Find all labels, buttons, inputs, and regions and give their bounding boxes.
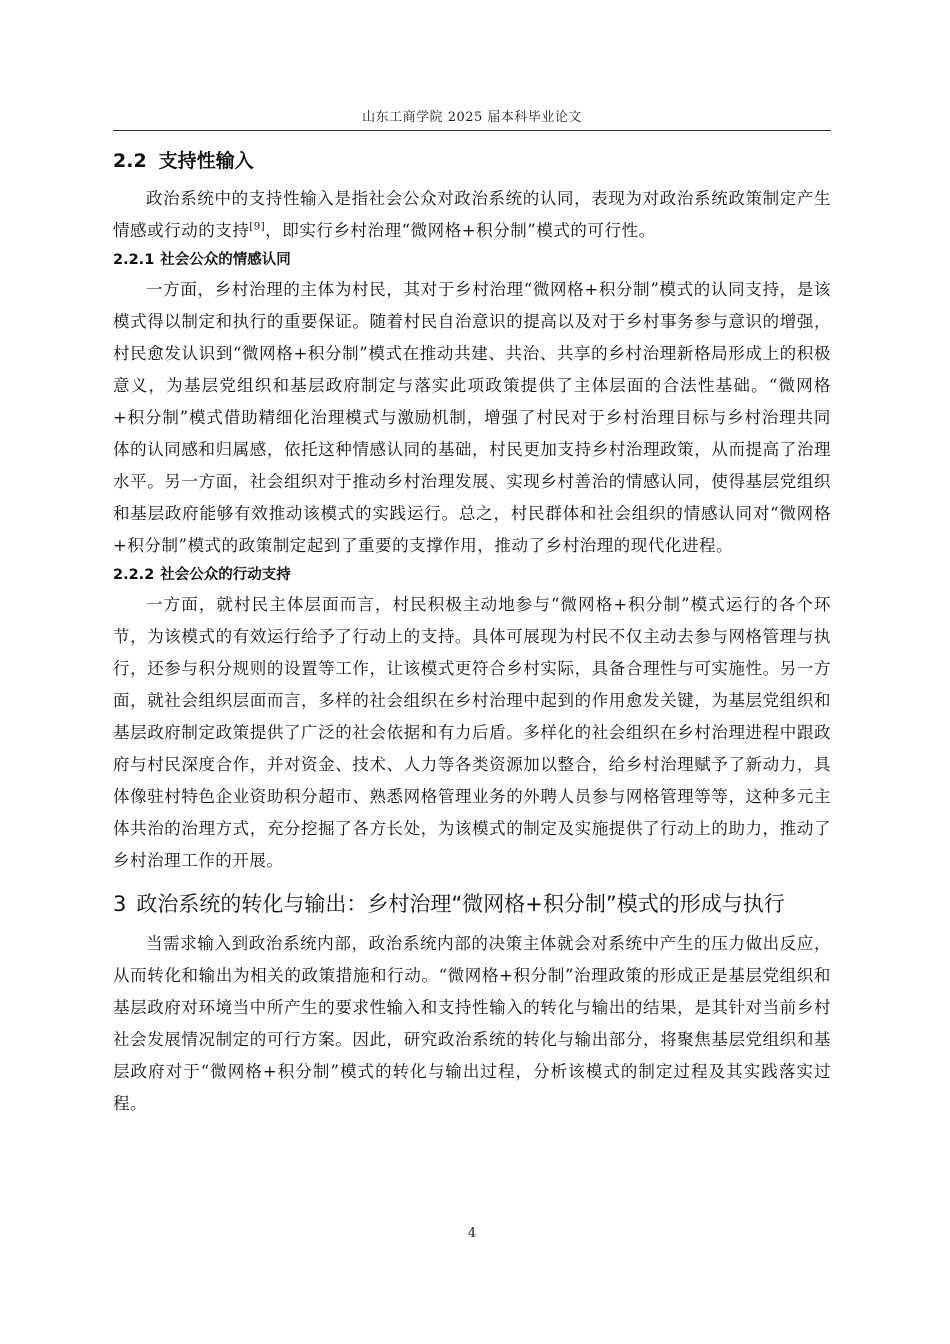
intro-text-after-citation: ，即实行乡村治理“微网格+积分制”模式的可行性。	[265, 221, 656, 240]
section-2-2-1-heading	[113, 250, 831, 270]
chapter-3-paragraph: 当需求输入到政治系统内部，政治系统内部的决策主体就会对系统中产生的压力做出反应，从而转化和输出为相关的政策措施和行动。“微网格+积分制”治理政策的形成正是基层党组织和基层政府对环境当中所产生的要求性输入和支持性输入的转化与输出的结果，是其针对当前乡村社会发展情况制定的可行方案。因此，研究政治系统的转化与输出部分，将聚焦基层党组织和基层政府对于“微网格+积分制”模式的转化与输出过程，分析该模式的制定过程及其实践落实过程。	[113, 934, 831, 1113]
page-content	[113, 148, 831, 1120]
section-2-2-2-paragraph: 一方面，就村民主体层面而言，村民积极主动地参与“微网格+积分制”模式运行的各个环节，为该模式的有效运行给予了行动上的支持。具体可展现为村民不仅主动去参与网格管理与执行，还参与积分规则的设置等工作，让该模式更符合乡村实际，具备合理性与可实施性。另一方面，就社会组织层面而言，多样的社会组织在乡村治理中起到的作用愈发关键，为基层党组织和基层政府制定政策提供了广泛的社会依据和有力后盾。多样化的社会组织在乡村治理进程中跟政府与村民深度合作，并对资金、技术、人力等各类资源加以整合，给乡村治理赋予了新动力，具体像驻村特色企业资助积分超市、熟悉网格管理业务的外聘人员参与网格管理等等，这种多元主体共治的治理方式，充分挖掘了各方长处，为该模式的制定及实施提供了行动上的助力，推动了乡村治理工作的开展。	[113, 595, 831, 870]
section-title: 支持性输入	[158, 150, 254, 172]
citation-marker: [9]	[249, 221, 266, 233]
section-2-2-1-paragraph: 一方面，乡村治理的主体为村民，其对于乡村治理“微网格+积分制”模式的认同支持，是该模式得以制定和执行的重要保证。随着村民自治意识的提高以及对于乡村事务参与意识的增强，村民愈发认识到“微网格+积分制”模式在推动共建、共治、共享的乡村治理新格局形成上的积极意义，为基层党组织和基层政府制定与落实此项政策提供了主体层面的合法性基础。“微网格+积分制”模式借助精细化治理模式与激励机制，增强了村民对于乡村治理目标与乡村治理共同体的认同感和归属感，依托这种情感认同的基础，村民更加支持乡村治理政策，从而提高了治理水平。另一方面，社会组织对于推动乡村治理发展、实现乡村善治的情感认同，使得基层党组织和基层政府能够有效推动该模式的实践运行。总之，村民群体和社会组织的情感认同对“微网格+积分制”模式的政策制定起到了重要的支撑作用，推动了乡村治理的现代化进程。	[113, 280, 831, 555]
subsection-number: 2.2.1	[113, 252, 155, 268]
chapter-3-heading	[113, 889, 831, 920]
header-rule	[113, 130, 831, 131]
chapter-number: 3	[113, 892, 127, 916]
running-header: 山东工商学院 2025 届本科毕业论文	[362, 110, 582, 125]
section-number: 2.2	[113, 150, 147, 172]
section-2-2-heading	[113, 148, 831, 174]
intro-text-before-citation: 政治系统中的支持性输入是指社会公众对政治系统的认同，表现为对政治系统政策制定产生情感或行动的支持	[113, 189, 831, 240]
subsection-title: 社会公众的情感认同	[160, 252, 291, 268]
page-number: 4	[467, 1226, 477, 1241]
subsection-number: 2.2.2	[113, 567, 155, 583]
section-2-2-intro	[113, 183, 831, 247]
chapter-title: 政治系统的转化与输出：乡村治理“微网格+积分制”模式的形成与执行	[136, 892, 785, 916]
section-2-2-2-heading	[113, 565, 831, 585]
subsection-title: 社会公众的行动支持	[160, 567, 291, 583]
